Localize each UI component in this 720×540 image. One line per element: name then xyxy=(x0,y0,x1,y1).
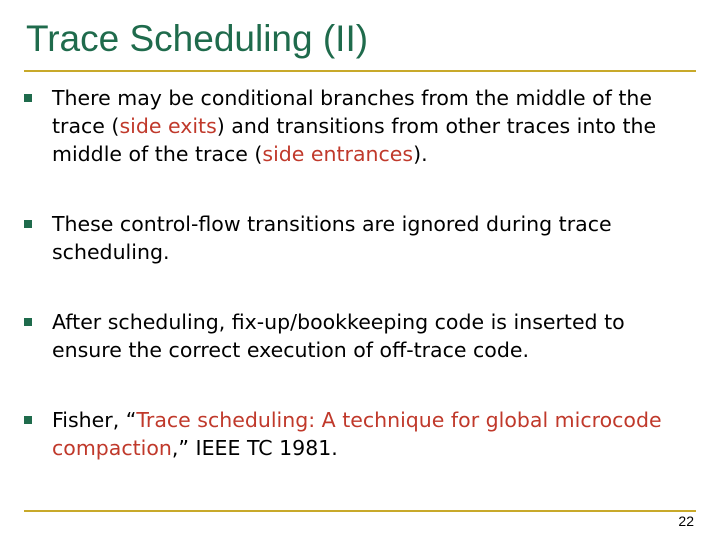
bullet-text xyxy=(52,210,692,266)
square-bullet-icon xyxy=(24,220,32,228)
slide-title: Trace Scheduling (II) xyxy=(26,18,369,59)
highlighted-text: side entrances xyxy=(262,142,414,166)
text-run: ,” IEEE TC 1981. xyxy=(171,436,338,460)
text-run: ). xyxy=(413,142,428,166)
text-run: After scheduling, fix-up/bookkeeping code is inserted to ensure the correct execution of off-trace code. xyxy=(52,310,625,362)
square-bullet-icon xyxy=(24,94,32,102)
text-run: ) and transitions from other traces into the middle of the trace ( xyxy=(52,114,657,166)
highlighted-text: Trace scheduling: A technique for global microcode compaction xyxy=(52,408,662,460)
text-run: Fisher, “ xyxy=(52,408,137,432)
text-run: These control-flow transitions are ignored during trace scheduling. xyxy=(52,212,612,264)
highlighted-text: side exits xyxy=(119,114,217,138)
text-run: There may be conditional branches from the middle of the trace ( xyxy=(52,86,652,138)
page-number: 22 xyxy=(678,513,694,529)
square-bullet-icon xyxy=(24,416,32,424)
bullet-text xyxy=(52,308,692,364)
footer-divider xyxy=(24,510,696,512)
title-divider xyxy=(24,70,696,72)
bullet-text xyxy=(52,406,692,462)
bullet-text xyxy=(52,84,692,168)
square-bullet-icon xyxy=(24,318,32,326)
